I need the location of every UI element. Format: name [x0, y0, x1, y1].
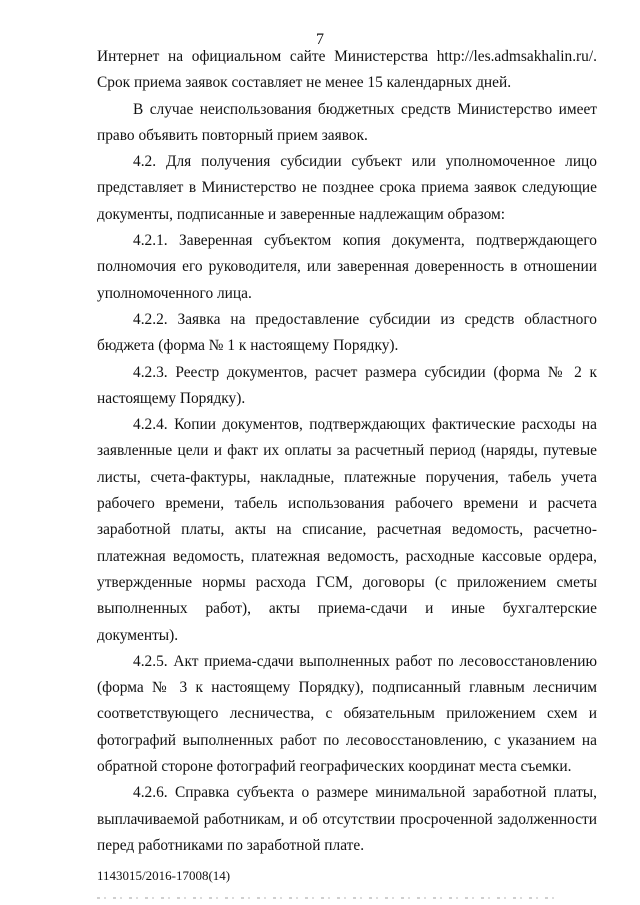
paragraph-intro: Интернет на официальном сайте Министерства http://les.admsakhalin.ru/. Срок приема заявок составляет не менее 15 календарных дней.: [97, 48, 597, 92]
paragraph-4-2-4: 4.2.4. Копии документов, подтверждающих фактические расходы на заявленные цели и факт их оплаты за расчетный период (наряды, путевые листы, счета-фактуры, накладные, платежные поручения, табель учета рабочего времени, табель использования рабочего времени и расчета заработной платы, акты на списание, расчетная ведомость, расчетно-платежная ведомость, платежная ведомость, расходные кассовые ордера, утвержденные нормы расхода ГСМ, договоры (с приложением сметы выполненных работ), акты приема-сдачи и иные бухгалтерские документы).: [97, 416, 597, 644]
paragraph-4-2: 4.2. Для получения субсидии субъект или уполномоченное лицо представляет в Министерство не позднее срока приема заявок следующие документы, подписанные и заверенные надлежащим образом:: [97, 153, 597, 223]
document-body: [97, 44, 597, 859]
document-code: 1143015/2016-17008(14): [97, 868, 231, 883]
paragraph-4-2-1: 4.2.1. Заверенная субъектом копия документа, подтверждающего полномочия его руководителя, или заверенная доверенность в отношении уполномоченного лица.: [97, 232, 597, 302]
paragraph-repeat-intake: В случае неиспользования бюджетных средств Министерство имеет право объявить повторный прием заявок.: [97, 100, 597, 144]
scan-artifact-line: [97, 897, 557, 899]
paragraph-4-2-5: 4.2.5. Акт приема-сдачи выполненных работ по лесовосстановлению (форма № 3 к настоящему Порядку), подписанный главным лесничим соответствующего лесничества, с обязательным приложением схем и фотографий выполненных работ по лесовосстановлению, с указанием на обратной стороне фотографий географических координат места съемки.: [97, 652, 597, 776]
page-number: 7: [316, 31, 324, 48]
paragraph-4-2-6: 4.2.6. Справка субъекта о размере минимальной заработной платы, выплачиваемой работникам, и об отсутствии просроченной задолженности перед работниками по заработной плате.: [97, 784, 597, 854]
paragraph-4-2-3: 4.2.3. Реестр документов, расчет размера субсидии (форма № 2 к настоящему Порядку).: [97, 363, 597, 407]
paragraph-4-2-2: 4.2.2. Заявка на предоставление субсидии из средств областного бюджета (форма № 1 к настоящему Порядку).: [97, 310, 597, 355]
